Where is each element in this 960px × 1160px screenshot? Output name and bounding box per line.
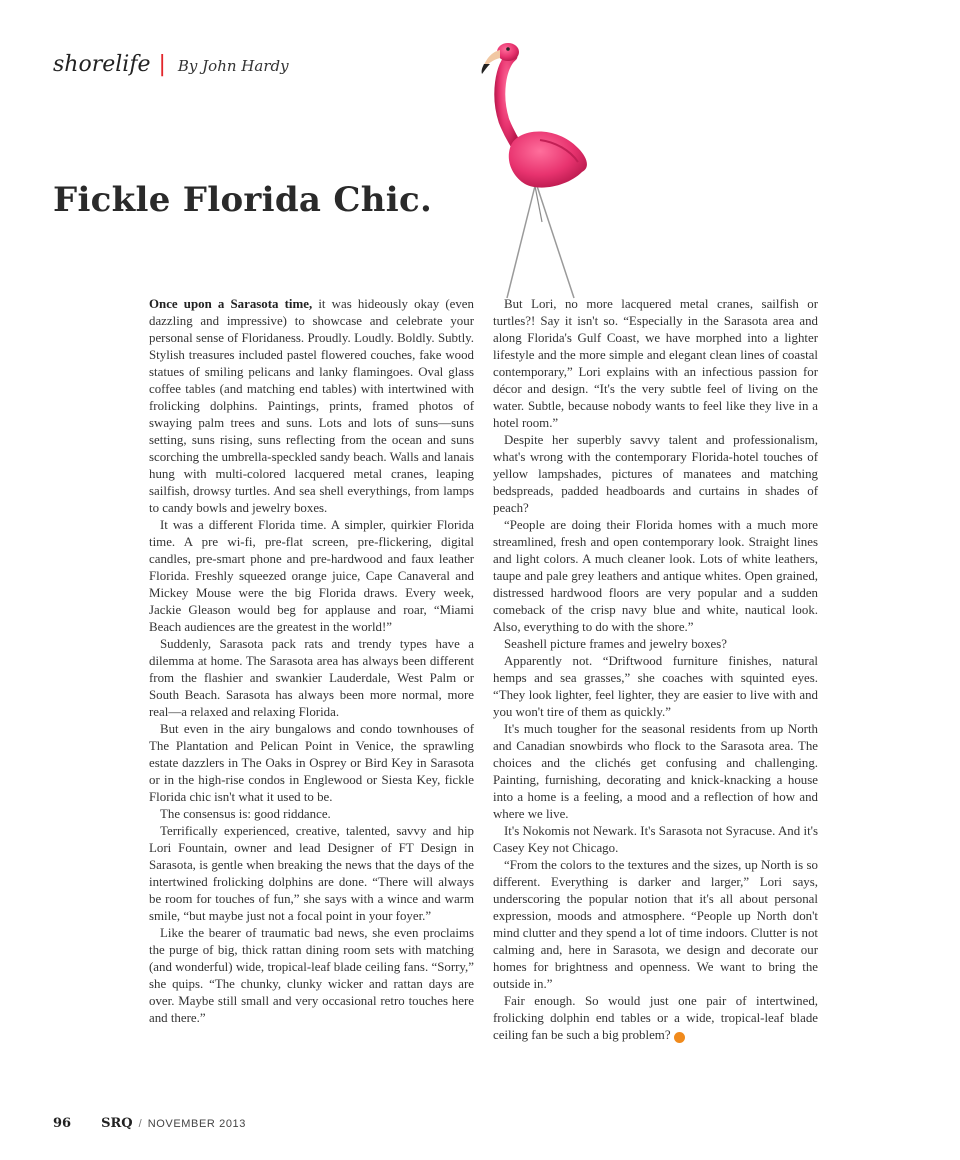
paragraph: Once upon a Sarasota time, it was hideously okay (even dazzling and impressive) to showcase and celebrate your personal sense of Floridaness. Proudly. Loudly. Boldly. Subtly. Stylish treasures included pastel flowered couches, fake wood statues of smiling pelicans and lanky flamingoes. Oval glass coffee tables (and matching end tables) with intertwined with frolicking dolphins. Paintings, prints, framed photos of swaying palm trees and suns. Lots and lots of suns—suns setting, suns rising, suns reflecting from the ocean and suns scorching the umbrella-speckled sandy beach. Walls and lanais hung with multi-colored lacquered metal cranes, leaping sailfish, drowsy turtles. And sea shell everythings, from lamps to candy bowls and jewelry boxes. [149,297,474,515]
paragraph: The consensus is: good riddance. [160,807,331,821]
header-divider: | [158,52,166,77]
section-name: shorelife [53,52,151,77]
paragraph: Suddenly, Sarasota pack rats and trendy types have a dilemma at home. The Sarasota area has always been different from the flashier and swankier Lauderdale, West Palm or South Beach. Sarasota has always been more normal, more real—a relaxed and relaxing Florida. [149,637,474,719]
paragraph: Apparently not. “Driftwood furniture finishes, natural hemps and sea grasses,” she coaches with squinted eyes. “They look lighter, feel lighter, they are easier to live with and you won't tire of them as quickly.” [493,654,818,719]
page-footer [53,1116,246,1131]
end-of-article-icon: S [674,1032,685,1043]
paragraph: Like the bearer of traumatic bad news, she even proclaims the purge of big, thick rattan dining room sets with matching (and wonderful) wide, tropical-leaf blade ceiling fans. “Sorry,” she quips. “The chunky, clunky wicker and rattan days are over. Maybe still small and very occasional retro touches here and there.” [149,926,474,1025]
paragraph: But even in the airy bungalows and condo townhouses of The Plantation and Pelican Point in Venice, the sprawling estate dazzlers in The Oaks in Osprey or Bird Key in Sarasota or in the high-rise condos in Englewood or Siesta Key, fickle Florida chic isn't what it used to be. [149,722,474,804]
footer-separator: / [138,1118,142,1130]
issue-date: NOVEMBER 2013 [147,1118,246,1130]
paragraph: But Lori, no more lacquered metal cranes, sailfish or turtles?! Say it isn't so. “Especially in the Sarasota area and along Florida's Gulf Coast, we have morphed into a lighter lifestyle and the more simple and elegant clean lines of coastal contemporary,” Lori explains with an infectious passion for décor and design. “It's the very subtle feel of living on the water. Subtle, because nobody wants to feel like they live in a hotel room.” [493,297,818,430]
paragraph: It's much tougher for the seasonal residents from up North and Canadian snowbirds who flock to the Sarasota area. The choices and the clichés get confusing and challenging. Painting, furnishing, decorating and knick-knacking a house into a home is a feeling, a mood and a reflection of how and where we live. [493,722,818,821]
page-header [53,52,289,82]
pink-flamingo-lawn-ornament-icon [470,36,600,306]
paragraph: It's Nokomis not Newark. It's Sarasota not Syracuse. And it's Casey Key not Chicago. [493,824,818,855]
byline: By John Hardy [177,57,289,75]
magazine-name: SRQ [101,1116,133,1131]
article-column-right [493,296,818,1044]
paragraph: Fair enough. So would just one pair of intertwined, frolicking dolphin end tables or a wide, tropical-leaf blade ceiling fan be such a big problem? S [493,994,818,1042]
paragraph: Despite her superbly savvy talent and professionalism, what's wrong with the contemporary Florida-hotel touches of yellow lampshades, pictures of manatees and matching bedspreads, padded headboards and curtains in shades of peach? [493,433,818,515]
paragraph: “People are doing their Florida homes with a much more streamlined, fresh and open contemporary look. Straight lines and light colors. A much cleaner look. Lots of white leathers, taupe and pale grey leathers and antique whites. Open grained, distressed hardwood floors are very popular and a sudden comeback of the crisp navy blue and white, nautical look. Also, everything to do with the shore.” [493,518,818,634]
paragraph: “From the colors to the textures and the sizes, up North is so different. Everything is darker and larger,” Lori says, underscoring the popular notion that it's all about personal expression, moods and atmosphere. “People up North don't mind clutter and they spend a lot of time indoors. Clutter is not calming and, here in Sarasota, we design and decorate our homes for brightness and openness. We want to bring the outside in.” [493,858,818,991]
article-title: Fickle Florida Chic. [53,180,433,220]
article-column-left [149,296,474,1027]
page-number: 96 [53,1116,72,1131]
lead-in: Once upon a Sarasota time, [149,297,313,311]
paragraph: It was a different Florida time. A simpler, quirkier Florida time. A pre wi-fi, pre-flat screen, pre-flickering, digital candles, pre-smart phone and pre-hardwood and faux leather Florida. Freshly squeezed orange juice, Cape Canaveral and Mickey Mouse were the big Florida draws. Every week, Jackie Gleason would beg for applause and roar, “Miami Beach audiences are the greatest in the world!” [149,518,474,634]
paragraph: Seashell picture frames and jewelry boxes? [504,637,727,651]
paragraph: Terrifically experienced, creative, talented, savvy and hip Lori Fountain, owner and lead Designer of FT Design in Sarasota, is gentle when breaking the news that the days of the intertwined frolicking dolphins are done. “There will always be room for touches of fun,” she says with a wince and warm smile, “but maybe just not a focal point in your foyer.” [149,824,474,923]
